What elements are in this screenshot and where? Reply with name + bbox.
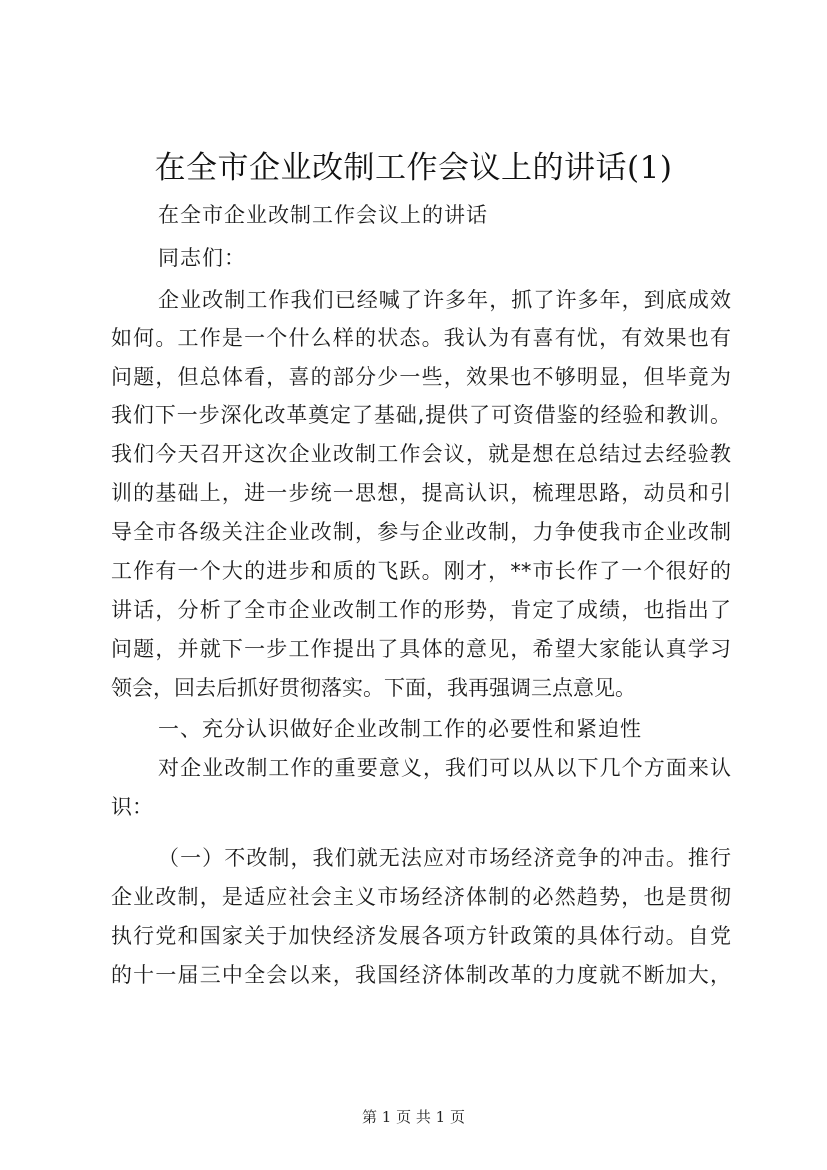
paragraph-line: 训的基础上，进一步统一思想，提高认识，梳理思路，动员和引 (111, 481, 731, 505)
paragraph-line: 的十一届三中全会以来，我国经济体制改革的力度就不断加大， (111, 963, 731, 987)
section-heading: 一、充分认识做好企业改制工作的必要性和紧迫性 (158, 717, 642, 741)
paragraph-line: （一）不改制，我们就无法应对市场经济竞争的冲击。推行 (158, 846, 731, 870)
paragraph-line: 问题，并就下一步工作提出了具体的意见，希望大家能认真学习 (111, 637, 731, 661)
document-title: 在全市企业改制工作会议上的讲话(1) (154, 150, 673, 186)
paragraph-line: 讲话，分析了全市企业改制工作的形势，肯定了成绩，也指出了 (111, 598, 731, 622)
paragraph-line: 如何。工作是一个什么样的状态。我认为有喜有忧，有效果也有 (111, 326, 731, 350)
paragraph-line: 问题，但总体看，喜的部分少一些，效果也不够明显，但毕竟为 (111, 365, 731, 389)
paragraph-line: 企业改制，是适应社会主义市场经济体制的必然趋势，也是贯彻 (111, 885, 731, 909)
paragraph-line: 导全市各级关注企业改制，参与企业改制，力争使我市企业改制 (111, 520, 731, 544)
paragraph-line: 识： (111, 795, 153, 819)
paragraph-line: 对企业改制工作的重要意义，我们可以从以下几个方面来认 (158, 756, 731, 780)
paragraph-line: 我们今天召开这次企业改制工作会议，就是想在总结过去经验教 (111, 442, 731, 466)
page-footer: 第 1 页 共 1 页 (362, 1108, 465, 1126)
document-subtitle: 在全市企业改制工作会议上的讲话 (158, 203, 488, 227)
paragraph-line: 企业改制工作我们已经喊了许多年，抓了许多年，到底成效 (158, 288, 731, 312)
paragraph-line: 工作有一个大的进步和质的飞跃。刚才，**市长作了一个很好的 (111, 559, 731, 583)
paragraph-line: 领会，回去后抓好贯彻落实。下面，我再强调三点意见。 (111, 676, 636, 700)
paragraph-line: 执行党和国家关于加快经济发展各项方针政策的具体行动。自党 (111, 924, 731, 948)
paragraph-line: 我们下一步深化改革奠定了基础,提供了可资借鉴的经验和教训。 (111, 403, 731, 427)
salutation: 同志们： (158, 246, 246, 270)
